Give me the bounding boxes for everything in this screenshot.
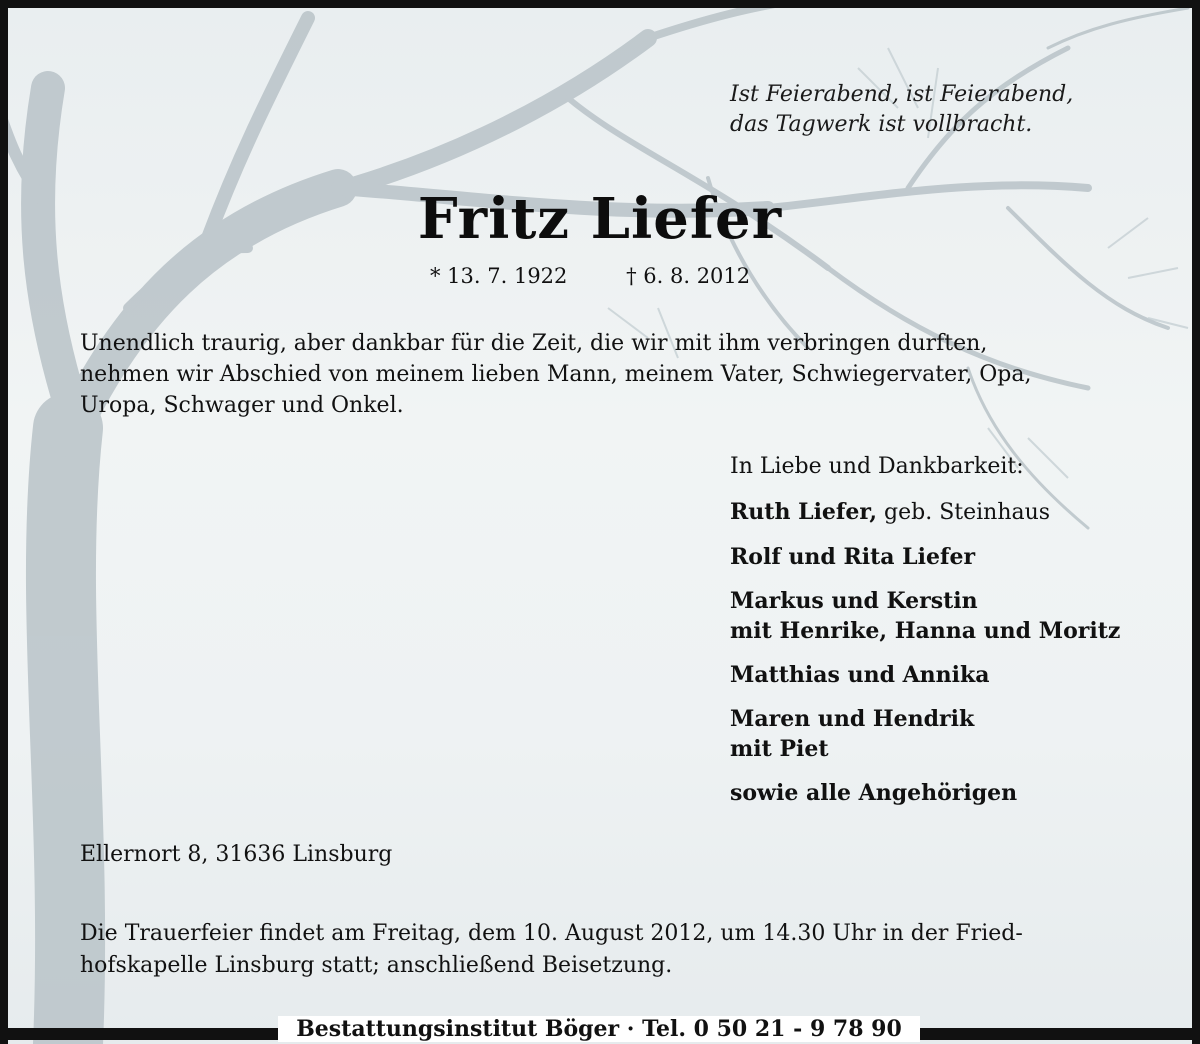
farewell-line: Uropa, Schwager und Onkel. [80,393,404,418]
wife-name: Ruth Liefer, [730,499,878,525]
notice-content [8,8,1192,1044]
farewell-text [80,328,1130,421]
mourner-line: Markus und Kerstin [730,588,978,614]
mourner-entry [730,542,1170,572]
funeral-line: hofskapelle Linsburg statt; anschließend Beisetzung. [80,953,673,978]
life-dates [430,264,750,288]
farewell-line: nehmen wir Abschied von meinem lieben Mann, meinem Vater, Schwiegervater, Opa, [80,362,1032,387]
mourner-line: Matthias und Annika [730,662,990,688]
motto-line: Ist Feierabend, ist Feierabend, [730,82,1074,107]
mourner-entry [730,778,1170,808]
farewell-line: Unendlich traurig, aber dankbar für die Zeit, die wir mit ihm verbringen durften, [80,331,988,356]
undertaker-contact: Bestattungsinstitut Böger · Tel. 0 50 21 - 9 78 90 [278,1016,920,1042]
deceased-name: Fritz Liefer [417,186,783,252]
wife-birthname: geb. Steinhaus [877,500,1051,525]
undertaker-footer [0,1016,1200,1044]
mourner-entry [730,497,1170,528]
footer-rule-right [920,1028,1200,1040]
funeral-line: Die Trauerfeier findet am Freitag, dem 10. August 2012, um 14.30 Uhr in der Fried- [80,921,1023,946]
mourner-entry [730,704,1170,764]
family-address: Ellernort 8, 31636 Linsburg [80,842,393,867]
funeral-details [80,918,1160,982]
mourners-heading: In Liebe und Dankbarkeit: [730,454,1024,479]
mourner-line: mit Henrike, Hanna und Moritz [730,618,1121,644]
mourner-line: Maren und Hendrik [730,706,975,732]
birth-date: * 13. 7. 1922 [430,264,568,288]
mourner-entry [730,586,1170,646]
footer-rule-left [0,1028,278,1040]
death-date: † 6. 8. 2012 [626,264,751,288]
mourners-list [730,454,1170,822]
mourner-line: sowie alle Angehörigen [730,780,1018,806]
mourner-entry [730,660,1170,690]
motto-line: das Tagwerk ist vollbracht. [730,112,1033,137]
mourner-line: mit Piet [730,736,829,762]
motto-quote [730,80,1170,140]
mourner-line: Rolf und Rita Liefer [730,544,976,570]
